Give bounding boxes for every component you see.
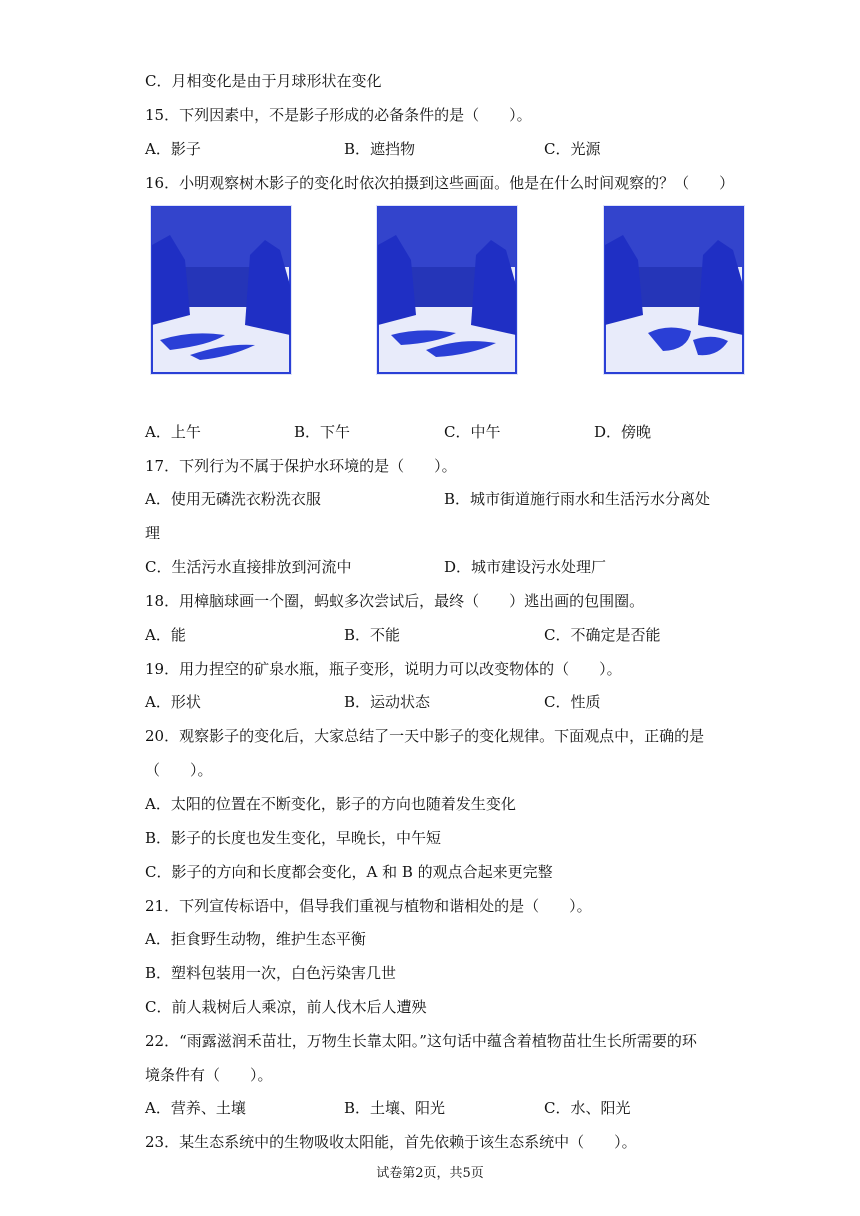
q20-option-c: C．影子的方向和长度都会变化，A 和 B 的观点合起来更完整 [145, 863, 553, 881]
q16-option-b: B．下午 [294, 423, 351, 441]
q17-stem: 17．下列行为不属于保护水环境的是（ ）。 [145, 457, 457, 475]
q15-option-b: B．遮挡物 [344, 140, 416, 158]
q17-option-b: B．城市街道施行雨水和生活污水分离处 [444, 490, 711, 508]
q14-option-c: C．月相变化是由于月球形状在变化 [145, 72, 382, 90]
q19-stem: 19．用力捏空的矿泉水瓶，瓶子变形，说明力可以改变物体的（ ）。 [145, 660, 622, 678]
q19-option-b: B．运动状态 [344, 693, 431, 711]
q19-option-c: C．性质 [544, 693, 601, 711]
q21-option-a: A．拒食野生动物，维护生态平衡 [145, 930, 366, 948]
q21-stem: 21．下列宣传标语中，倡导我们重视与植物和谐相处的是（ ）。 [145, 897, 592, 915]
q20-stem: 20．观察影子的变化后，大家总结了一天中影子的变化规律。下面观点中，正确的是 [145, 727, 705, 745]
q15-option-a: A．影子 [145, 140, 201, 158]
q19-option-a: A．形状 [145, 693, 201, 711]
q23-stem: 23．某生态系统中的生物吸收太阳能，首先依赖于该生态系统中（ ）。 [145, 1133, 637, 1151]
q16-option-c: C．中午 [444, 423, 501, 441]
q15-stem: 15．下列因素中，不是影子形成的必备条件的是（ ）。 [145, 106, 532, 124]
q21-option-b: B．塑料包装用一次，白色污染害几世 [145, 964, 397, 982]
q22-option-b: B．土壤、阳光 [344, 1099, 446, 1117]
q17-option-a: A．使用无磷洗衣粉洗衣服 [145, 490, 321, 508]
q18-option-c: C．不确定是否能 [544, 626, 661, 644]
shadow-photo-3 [603, 205, 745, 375]
q22-option-a: A．营养、土壤 [145, 1099, 246, 1117]
q18-option-b: B．不能 [344, 626, 401, 644]
shadow-photo-2 [376, 205, 518, 375]
q21-option-c: C．前人栽树后人乘凉，前人伐木后人遭殃 [145, 998, 427, 1016]
q20-stem-cont: （ ）。 [145, 761, 213, 779]
q16-option-a: A．上午 [145, 423, 201, 441]
q22-stem-cont: 境条件有（ ）。 [145, 1066, 273, 1084]
q16-stem: 16．小明观察树木影子的变化时依次拍摄到这些画面。他是在什么时间观察的？（ ） [145, 174, 735, 192]
q16-option-d: D．傍晚 [594, 423, 652, 441]
q20-option-a: A．太阳的位置在不断变化，影子的方向也随着发生变化 [145, 795, 516, 813]
q17-option-b-wrap: 理 [145, 524, 161, 542]
page-footer: 试卷第2页，共5页 [376, 1166, 484, 1181]
q15-option-c: C．光源 [544, 140, 601, 158]
q18-stem: 18．用樟脑球画一个圈，蚂蚁多次尝试后，最终（ ）逃出画的包围圈。 [145, 592, 645, 610]
q17-option-d: D．城市建设污水处理厂 [444, 558, 607, 576]
q22-stem: 22．“雨露滋润禾苗壮，万物生长靠太阳。”这句话中蕴含着植物苗壮生长所需要的环 [145, 1032, 697, 1050]
q17-option-c: C．生活污水直接排放到河流中 [145, 558, 352, 576]
q20-option-b: B．影子的长度也发生变化，早晚长，中午短 [145, 829, 442, 847]
q22-option-c: C．水、阳光 [544, 1099, 631, 1117]
shadow-photo-1 [150, 205, 292, 375]
q18-option-a: A．能 [145, 626, 186, 644]
